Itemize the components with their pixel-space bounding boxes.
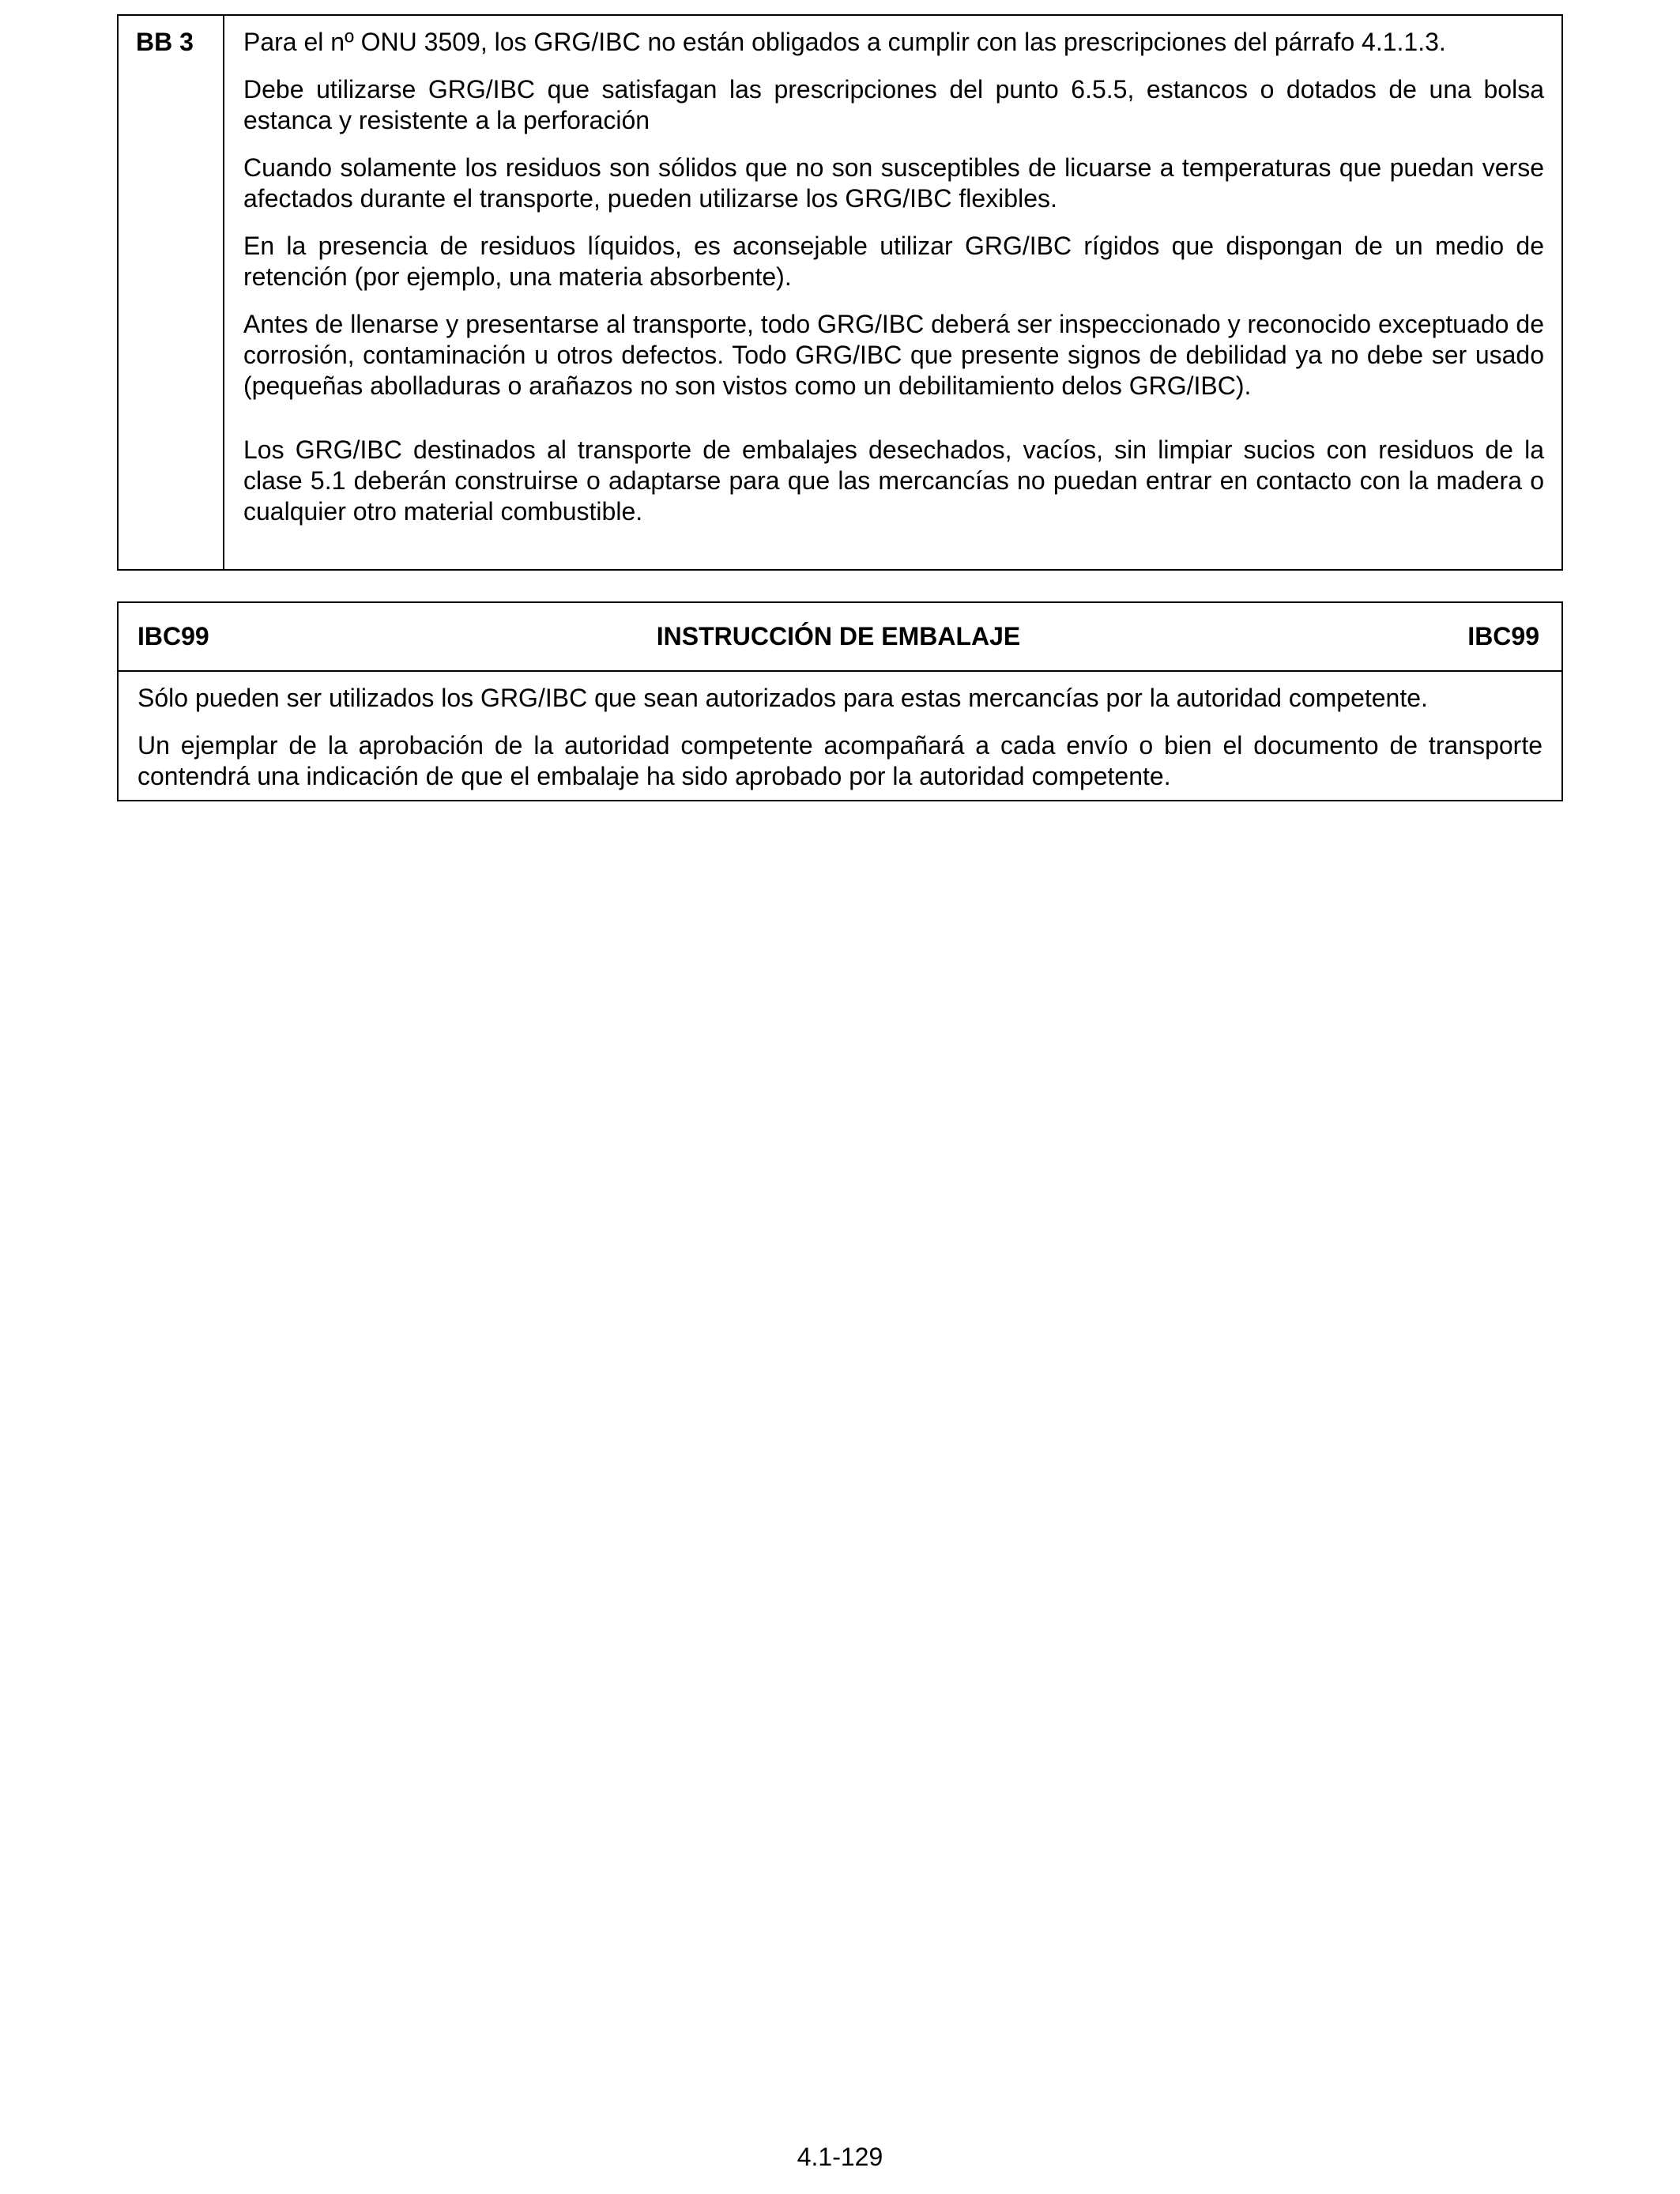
bb3-content bbox=[224, 16, 1561, 569]
bb3-paragraph-4: En la presencia de residuos líquidos, es aconsejable utilizar GRG/IBC rígidos que dispongan de un medio de retención (por ejemplo, una materia absorbente). bbox=[243, 232, 1544, 291]
ibc99-packing-instruction-table bbox=[117, 601, 1563, 801]
bb3-paragraph-1: Para el nº ONU 3509, los GRG/IBC no están obligados a cumplir con las prescripciones del párrafo 4.1.1.3. bbox=[243, 28, 1446, 56]
ibc99-header-row bbox=[119, 603, 1561, 672]
ibc99-body bbox=[119, 672, 1561, 792]
bb3-paragraph-2: Debe utilizarse GRG/IBC que satisfagan las prescripciones del punto 6.5.5, estancos o dotados de una bolsa estanca y resistente a la perforación bbox=[243, 75, 1544, 134]
bb3-paragraph-3: Cuando solamente los residuos son sólidos que no son susceptibles de licuarse a temperaturas que puedan verse afectados durante el transporte, pueden utilizarse los GRG/IBC flexibles. bbox=[243, 153, 1544, 213]
ibc99-paragraph-2: Un ejemplar de la aprobación de la autoridad competente acompañará a cada envío o bien el documento de transporte contendrá una indicación de que el embalaje ha sido aprobado por la autoridad competente. bbox=[137, 731, 1543, 790]
ibc99-paragraph-1: Sólo pueden ser utilizados los GRG/IBC que sean autorizados para estas mercancías por la autoridad competente. bbox=[137, 684, 1428, 712]
bb3-provision-table bbox=[117, 14, 1563, 571]
bb3-paragraph-5: Antes de llenarse y presentarse al transporte, todo GRG/IBC deberá ser inspeccionado y reconocido exceptuado de corrosión, contaminación u otros defectos. Todo GRG/IBC que presente signos de debilidad ya no debe ser usado (pequeñas abolladuras o arañazos no son vistos como un debilitamiento delos GRG/IBC). bbox=[243, 310, 1544, 400]
page-number: 4.1-129 bbox=[797, 2143, 883, 2171]
ibc99-code-right: IBC99 bbox=[1467, 622, 1539, 650]
ibc99-title: INSTRUCCIÓN DE EMBALAJE bbox=[656, 622, 1021, 650]
ibc99-code-left: IBC99 bbox=[137, 622, 209, 650]
bb3-label: BB 3 bbox=[119, 16, 224, 569]
bb3-paragraph-6: Los GRG/IBC destinados al transporte de embalajes desechados, vacíos, sin limpiar sucios con residuos de la clase 5.1 deberán construirse o adaptarse para que las mercancías no puedan entrar en contacto con la madera o cualquier otro material combustible. bbox=[243, 435, 1544, 526]
